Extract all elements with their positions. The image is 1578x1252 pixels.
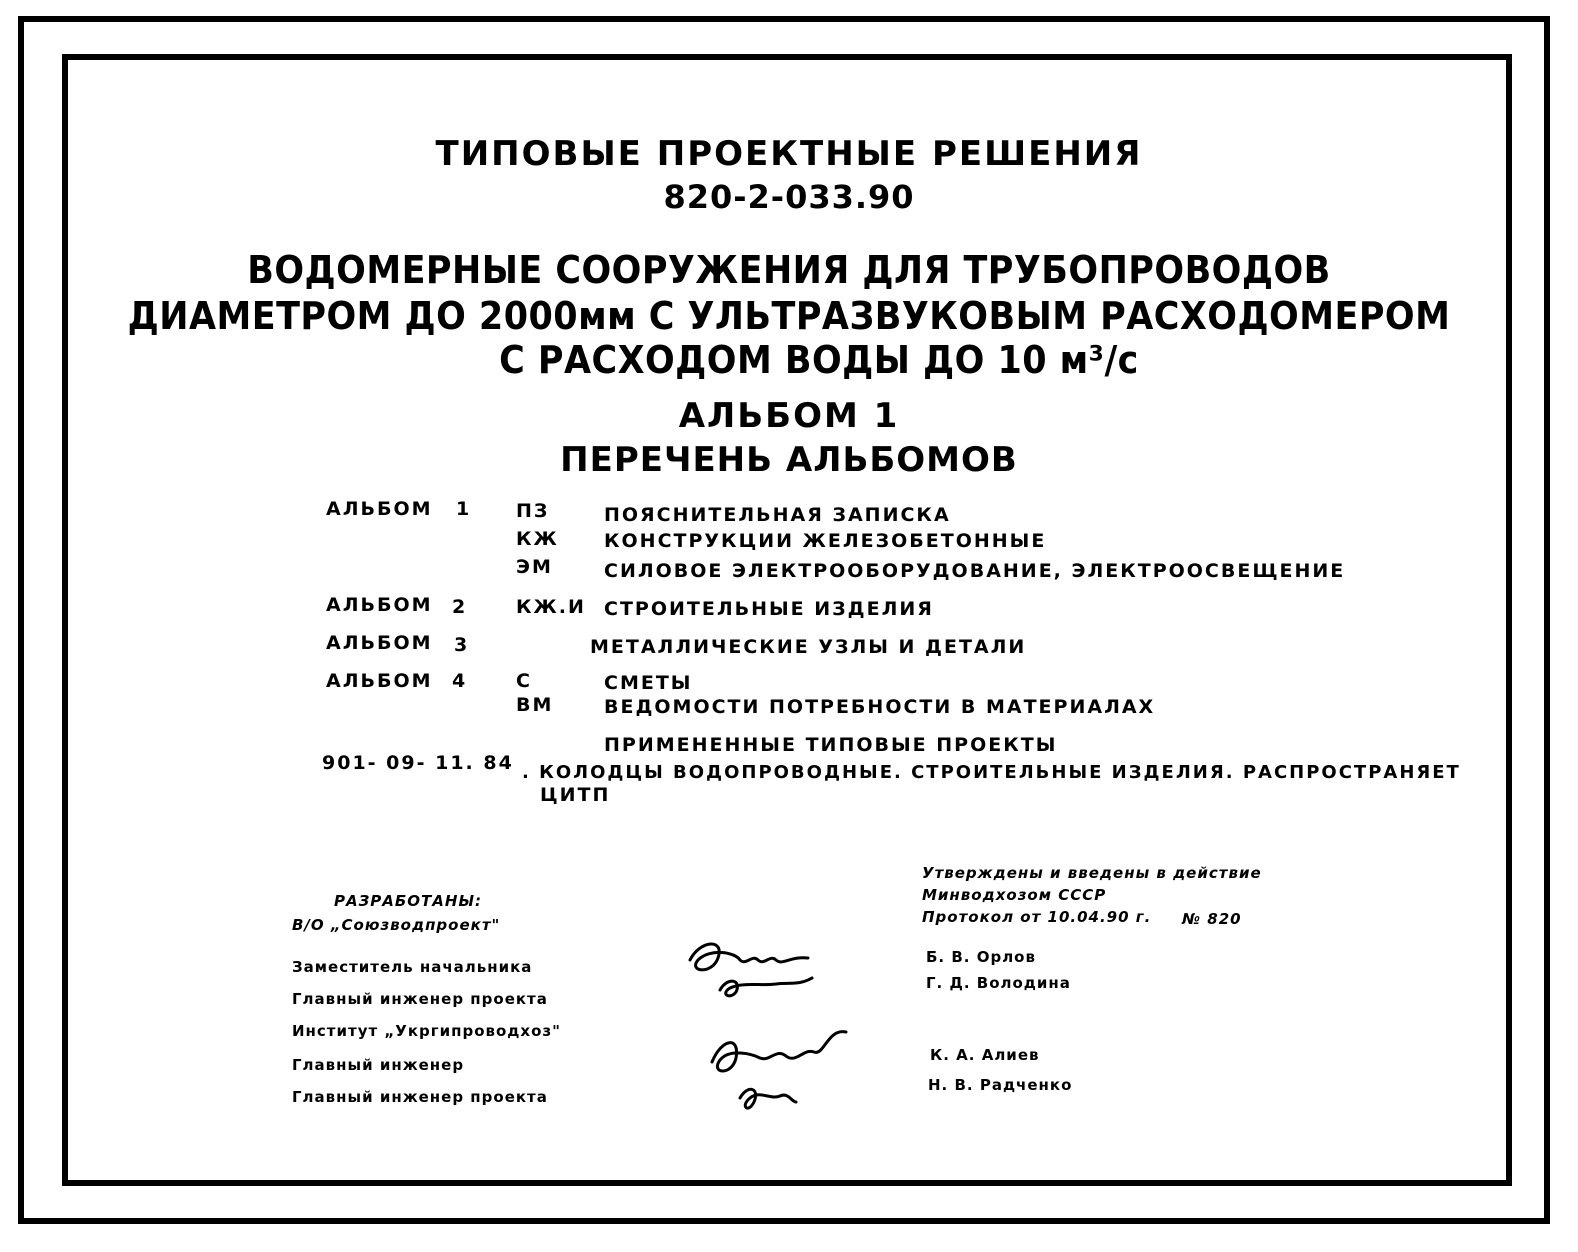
title-line-3: С РАСХОДОМ ВОДЫ ДО 10 м³/с — [499, 338, 1139, 382]
album-label: АЛЬБОМ — [326, 498, 433, 520]
person-name: Н. В. Радченко — [928, 1076, 1073, 1094]
signature-1 — [680, 930, 830, 1014]
person-name: Г. Д. Володина — [926, 974, 1071, 992]
album-number: 3 — [454, 634, 470, 656]
applied-description: . КОЛОДЦЫ ВОДОПРОВОДНЫЕ. СТРОИТЕЛЬНЫЕ ИЗДЕЛИЯ. РАСПРОСТРАНЯЕТ — [522, 762, 1461, 783]
approval-protocol: Протокол от 10.04.90 г. — [922, 908, 1152, 926]
approval-number: № 820 — [1182, 910, 1242, 928]
album-list-title: ПЕРЕЧЕНЬ АЛЬБОМОВ — [560, 440, 1018, 480]
album-label: АЛЬБОМ — [326, 632, 433, 654]
role-label: Главный инженер проекта — [292, 990, 548, 1008]
signature-2 — [700, 1018, 860, 1132]
album-code: КЖ.И — [516, 596, 586, 618]
album-description: СМЕТЫ — [604, 672, 693, 694]
album-number: 1 — [456, 498, 472, 520]
role-label: Главный инженер — [292, 1056, 465, 1074]
role-label: Главный инженер проекта — [292, 1088, 548, 1106]
institute-label: Институт „Укргипроводхоз" — [292, 1022, 561, 1040]
album-code: КЖ — [516, 528, 559, 550]
album-description: ПОЯСНИТЕЛЬНАЯ ЗАПИСКА — [604, 504, 951, 526]
album-title: АЛЬБОМ 1 — [678, 396, 900, 436]
album-description: СТРОИТЕЛЬНЫЕ ИЗДЕЛИЯ — [604, 598, 934, 620]
person-name: К. А. Алиев — [930, 1046, 1040, 1064]
album-code: ВМ — [516, 694, 554, 716]
album-code: ЭМ — [516, 556, 553, 578]
developer-org: В/О „Союзводпроект" — [292, 916, 501, 934]
album-code: С — [516, 670, 532, 692]
project-code: 820-2-033.90 — [663, 178, 915, 216]
role-label: Заместитель начальника — [292, 958, 533, 976]
album-number: 4 — [452, 670, 468, 692]
series-title: ТИПОВЫЕ ПРОЕКТНЫЕ РЕШЕНИЯ — [435, 134, 1143, 174]
album-number: 2 — [452, 596, 468, 618]
album-label: АЛЬБОМ — [326, 670, 433, 692]
album-description: КОНСТРУКЦИИ ЖЕЛЕЗОБЕТОННЫЕ — [604, 530, 1047, 552]
album-description: СИЛОВОЕ ЭЛЕКТРООБОРУДОВАНИЕ, ЭЛЕКТРООСВЕЩЕНИЕ — [604, 560, 1346, 582]
album-description: ВЕДОМОСТИ ПОТРЕБНОСТИ В МАТЕРИАЛАХ — [604, 696, 1156, 718]
title-line-1: ВОДОМЕРНЫЕ СООРУЖЕНИЯ ДЛЯ ТРУБОПРОВОДОВ — [247, 248, 1331, 292]
approval-line: Утверждены и введены в действие — [922, 864, 1262, 882]
album-description: МЕТАЛЛИЧЕСКИЕ УЗЛЫ И ДЕТАЛИ — [590, 636, 1027, 658]
album-code: ПЗ — [516, 500, 550, 522]
album-label: АЛЬБОМ — [326, 594, 433, 616]
approval-line: Минводхозом СССР — [922, 886, 1107, 904]
applied-code: 901- 09- 11. 84 — [322, 752, 514, 774]
applied-description-cont: ЦИТП — [540, 784, 611, 806]
person-name: Б. В. Орлов — [926, 948, 1036, 966]
title-line-2: ДИАМЕТРОМ ДО 2000мм С УЛЬТРАЗВУКОВЫМ РАСХОДОМЕРОМ — [127, 294, 1451, 338]
applied-heading: ПРИМЕНЕННЫЕ ТИПОВЫЕ ПРОЕКТЫ — [604, 734, 1058, 756]
inner-frame — [62, 54, 1512, 1186]
developed-heading: РАЗРАБОТАНЫ: — [334, 892, 482, 910]
